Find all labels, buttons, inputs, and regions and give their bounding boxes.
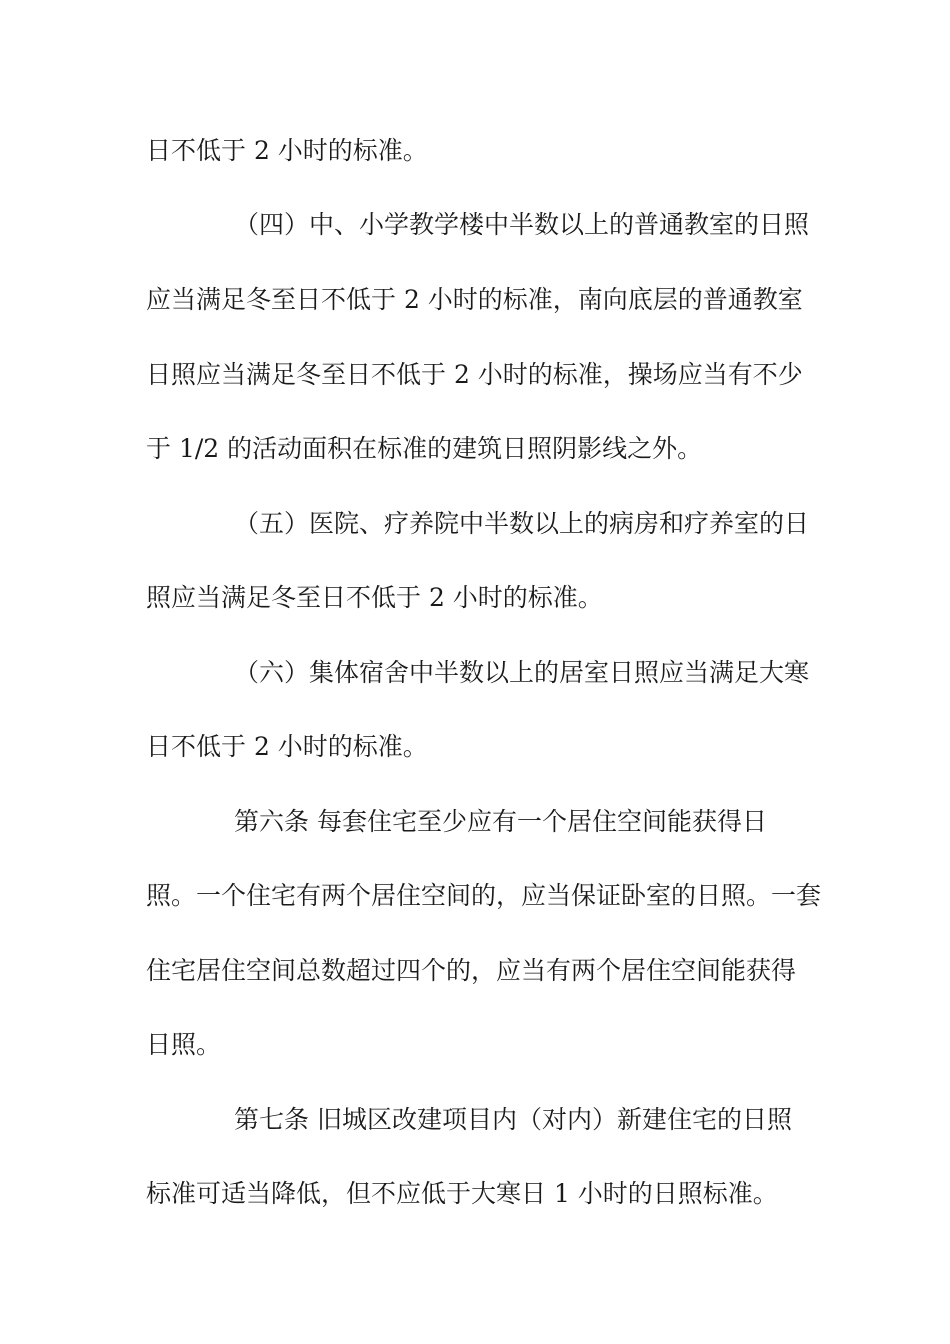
text-line: （五）医院、疗养院中半数以上的病房和疗养室的日 [234, 509, 810, 538]
text-line: 第六条 每套住宅至少应有一个居住空间能获得日 [234, 807, 767, 836]
text-line: 应当满足冬至日不低于 2 小时的标准，南向底层的普通教室 [146, 285, 803, 314]
text-line: 日不低于 2 小时的标准。 [146, 732, 428, 761]
text-line: 标准可适当降低，但不应低于大寒日 1 小时的日照标准。 [146, 1179, 778, 1208]
text-line: 日照应当满足冬至日不低于 2 小时的标准，操场应当有不少 [146, 360, 803, 389]
text-line: 日不低于 2 小时的标准。 [146, 136, 428, 165]
text-line: 照应当满足冬至日不低于 2 小时的标准。 [146, 583, 603, 612]
text-line: 日照。 [146, 1030, 222, 1059]
text-line: 第七条 旧城区改建项目内（对内）新建住宅的日照 [234, 1105, 792, 1134]
text-line: （六）集体宿舍中半数以上的居室日照应当满足大寒 [234, 658, 810, 687]
text-line: 于 1/2 的活动面积在标准的建筑日照阴影线之外。 [146, 434, 703, 463]
text-line: 照。一个住宅有两个居住空间的，应当保证卧室的日照。一套 [146, 881, 822, 910]
text-line: 住宅居住空间总数超过四个的，应当有两个居住空间能获得 [146, 956, 797, 985]
text-line: （四）中、小学教学楼中半数以上的普通教室的日照 [234, 210, 810, 239]
